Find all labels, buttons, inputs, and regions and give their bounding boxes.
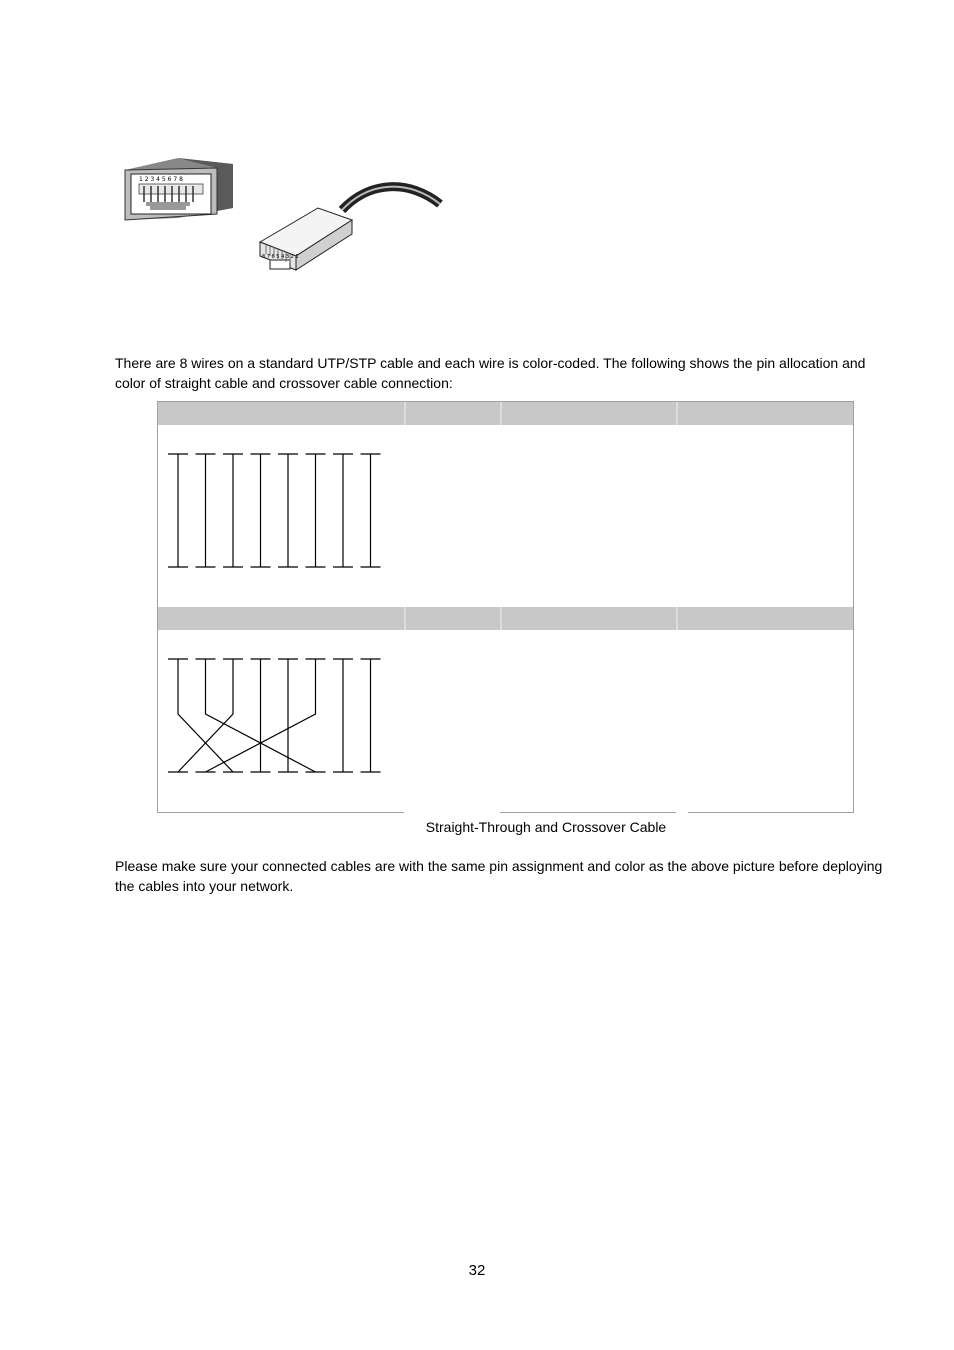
straight-cable-header-row: [158, 402, 853, 425]
rj45-jack-icon: [125, 158, 233, 220]
wiring-table: [157, 401, 854, 813]
figure-caption: Straight-Through and Crossover Cable: [425, 819, 667, 835]
jack-pin-numbers: 1 2 3 4 5 6 7 8: [139, 176, 183, 183]
intro-paragraph: There are 8 wires on a standard UTP/STP cable and each wire is color-coded. The following shows the pin allocation and color of straight cable and crossover cable connection:: [115, 355, 866, 391]
closing-paragraph: Please make sure your connected cables are with the same pin assignment and color as the above picture before deploying the cables into your network.: [115, 858, 883, 894]
table-bottom-gap: [404, 810, 500, 813]
rj45-plug-icon: [260, 187, 440, 270]
page-number: 32: [468, 1262, 486, 1279]
plug-pin-numbers: 8 7 6 5 4 3 2 1: [262, 254, 299, 260]
rj45-connector-illustration: [120, 150, 450, 280]
straight-wiring-diagram: [158, 449, 398, 574]
crossover-cable-header-row: [158, 607, 853, 630]
crossover-wiring-diagram: [158, 654, 398, 779]
